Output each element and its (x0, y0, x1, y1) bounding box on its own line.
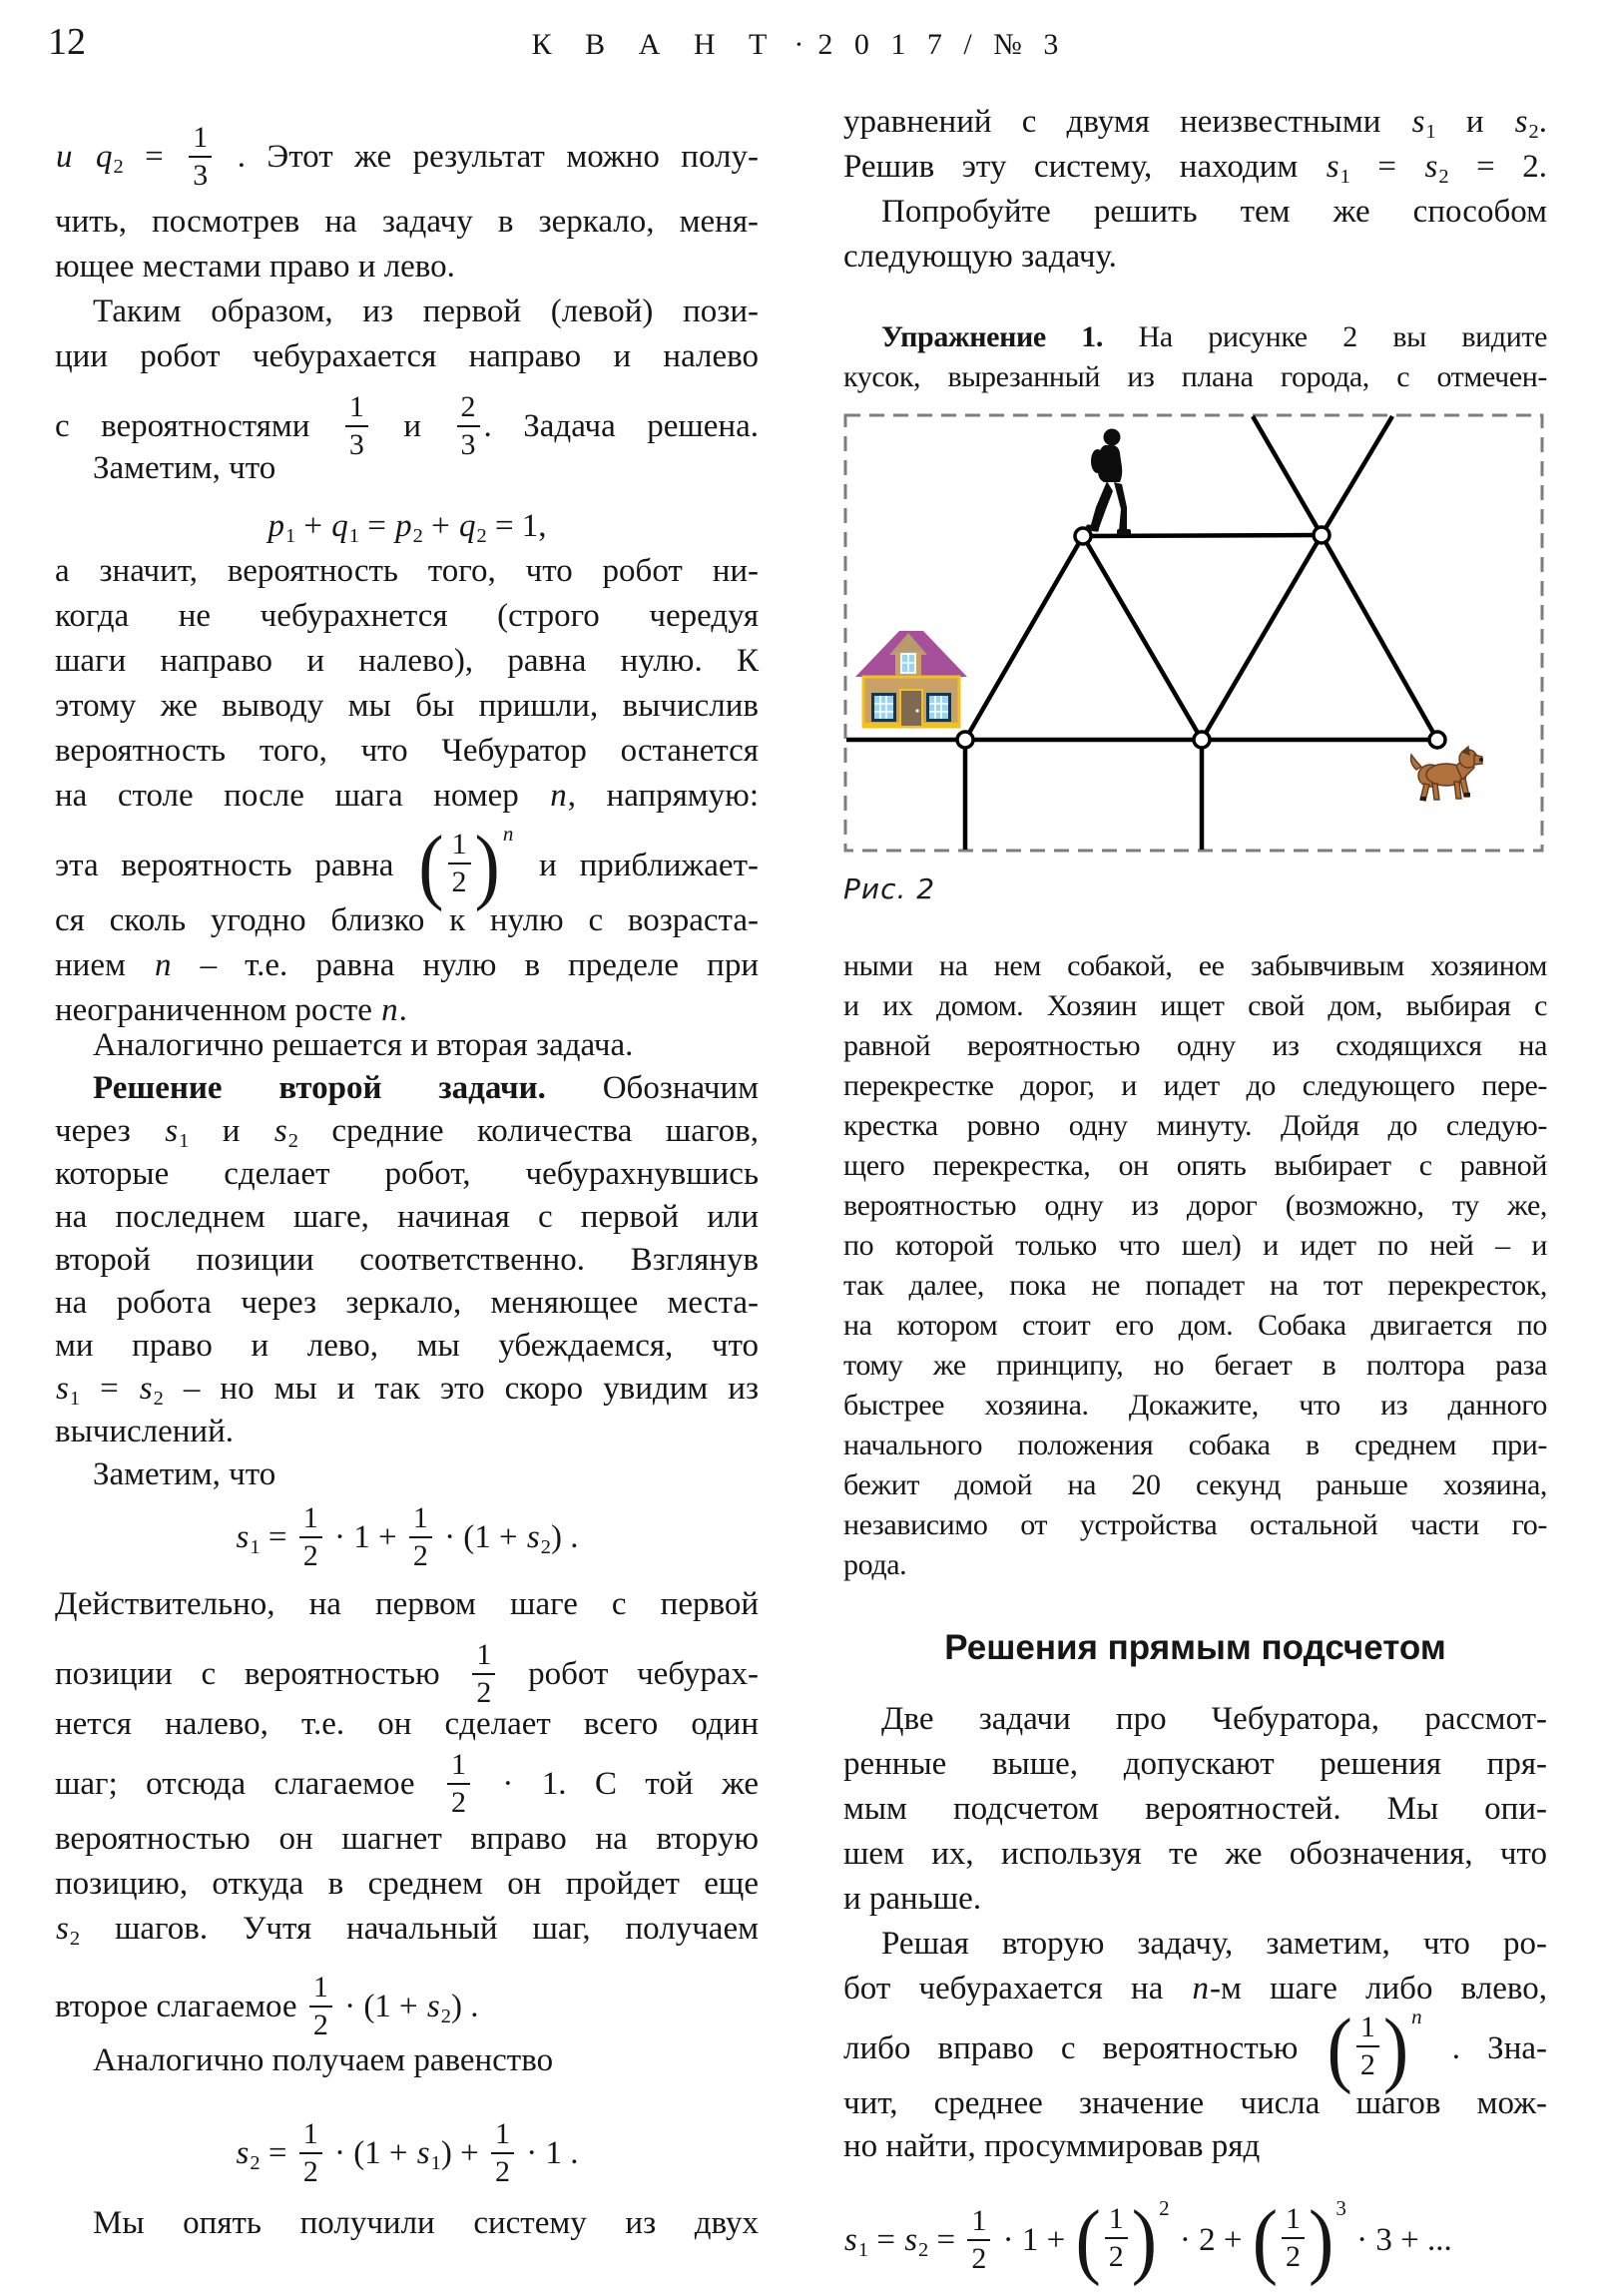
dog-icon (1411, 747, 1483, 801)
city-plan-figure (843, 413, 1544, 853)
text-line: Две задачи про Чебуратора, рассмот- (881, 1701, 1547, 1737)
page-number: 12 (48, 21, 86, 63)
text-line: шаг; отсюда слагаемое $\frac{1}{2}$ · 1. С той же (55, 1748, 759, 1819)
text-line: ми право и лево, мы убеждаемся, что (55, 1328, 759, 1364)
text-line: независимо от устройства остальной части го- (843, 1508, 1547, 1541)
text-line: вероятность того, что Чебуратор останется (55, 733, 759, 769)
intersection-node (1194, 732, 1210, 748)
road (1322, 535, 1437, 740)
text-line: ся сколь угодно близко к нулю с возраста- (55, 902, 759, 938)
text-line: равной вероятностью одну из сходящихся на (843, 1029, 1547, 1062)
text-line: бежит домой на 20 секунд раньше хозяина, (843, 1468, 1547, 1501)
text-line: на последнем шаге, начиная с первой или (55, 1199, 759, 1235)
text-line: шаги направо и налево), равна нулю. К (55, 643, 759, 679)
text-line: $s_1 = s_2$ – но мы и так это скоро увидим из (56, 1371, 759, 1411)
left-column (55, 0, 759, 2296)
text-line: и их домом. Хозяин ищет свой дом, выбирая с (843, 989, 1547, 1022)
formula-line: $s_2$ = $\frac{1}{2}$ · $(1 + s_1)$ + $\frac{1}{2}$ · 1 . (236, 2117, 579, 2188)
text-line: крестка ровно одну минуту. Дойдя до следую- (843, 1109, 1547, 1142)
text-line: вероятностью одну из дорог (возможно, ту же, (843, 1189, 1547, 1222)
text-line: тому же принципу, но бегает в полтора раза (843, 1349, 1547, 1382)
text-line: либо вправо с вероятностью ( 1 2 ) n . Зна- (843, 2002, 1547, 2096)
text-line: Аналогично получаем равенство (93, 2042, 554, 2078)
text-line: на котором стоит его дом. Собака двигается по (843, 1309, 1547, 1342)
text-line: по которой только что шел) и идет по ней – и (843, 1229, 1547, 1262)
text-line: нется налево, т.е. он сделает всего один (55, 1706, 759, 1742)
text-line: Упражнение 1. На рисунке 2 вы видите (881, 320, 1547, 353)
text-line: но найти, просуммировав ряд (843, 2128, 1261, 2164)
text-line: Заметим, что (93, 1456, 276, 1492)
text-line: через $s_1$ и $s_2$ средние количества шагов, (55, 1113, 759, 1153)
text-line: следующую задачу. (843, 239, 1117, 275)
text-line: а значит, вероятность того, что робот ни- (55, 553, 759, 589)
text-line: Решая вторую задачу, заметим, что ро- (881, 1926, 1547, 1962)
house-illustration (855, 631, 967, 728)
header-separator: · (794, 28, 804, 61)
text-line: ными на нем собакой, ее забывчивым хозяином (843, 949, 1547, 982)
text-line: Решение второй задачи. Обозначим (93, 1070, 759, 1106)
text-line: неограниченном росте n. (55, 992, 407, 1028)
text-line: эта вероятность равна ( 1 2 ) n и приближает- (55, 819, 759, 913)
text-line: Аналогично решается и вторая задача. (93, 1027, 634, 1063)
issue-label: 2 0 1 7 / № 3 (817, 28, 1066, 61)
text-line: бот чебурахается на n-м шаге либо влево, (843, 1971, 1547, 2007)
text-line: мым подсчетом вероятностей. Мы опи- (843, 1791, 1547, 1827)
text-line: которые сделает робот, чебурахнувшись (55, 1156, 759, 1192)
text-line: вероятностью он шагнет вправо на вторую (55, 1821, 759, 1857)
text-line: позиции с вероятностью $\frac{1}{2}$ робот чебурах- (55, 1638, 759, 1709)
text-line: Действительно, на первом шаге с первой (55, 1586, 759, 1622)
text-line: второй позиции соответственно. Взглянув (55, 1242, 759, 1278)
text-line: Заметим, что (93, 450, 276, 486)
walker-icon (1086, 429, 1131, 536)
intersection-node (1429, 732, 1445, 748)
text-line: вычислений. (55, 1414, 235, 1449)
road (1083, 536, 1202, 740)
text-line: Решив эту систему, находим $s_1 = s_2 = 2$. (843, 149, 1547, 189)
text-line: так далее, пока не попадет на тот перекресток, (843, 1269, 1547, 1302)
text-line: Таким образом, из первой (левой) пози- (93, 293, 759, 329)
section-heading: Решения прямым подсчетом (944, 1628, 1446, 1667)
text-line: ции робот чебурахается направо и налево (55, 338, 759, 374)
text-line: с вероятностями $\frac{1}{3}$ и $\frac{2}{3}$ . Задача решена. (55, 390, 759, 461)
formula-line: $s_1$ = $\frac{1}{2}$ · 1 + $\frac{1}{2}$ · $(1 + s_2)$ . (236, 1501, 579, 1572)
road (965, 536, 1083, 740)
text-line: Мы опять получили систему из двух (93, 2205, 759, 2241)
text-line: шем их, используя те же обозначения, что (843, 1836, 1547, 1872)
intersection-node (957, 732, 973, 748)
text-line: этому же выводу мы бы пришли, вычислив (55, 688, 759, 724)
text-line: Попробуйте решить тем же способом (881, 194, 1547, 230)
text-line: когда не чебурахнется (строго чередуя (55, 598, 759, 634)
text-line: ющее местами право и лево. (55, 249, 455, 285)
text-line: позицию, откуда в среднем он пройдет еще (55, 1866, 759, 1902)
road (1322, 416, 1392, 535)
text-line: чить, посмотрев на задачу в зеркало, меня- (55, 204, 759, 240)
text-line: второе слагаемое $\frac{1}{2}$ · $(1 + s_2)$ . (55, 1971, 479, 2041)
text-line: рода. (843, 1548, 907, 1581)
text-line: перекрестке дорог, и идет до следующего пере- (843, 1069, 1547, 1102)
formula-line: $p_1 + q_1 = p_2 + q_2 = 1$, (267, 508, 547, 548)
figure (843, 413, 1544, 853)
road (1202, 535, 1322, 740)
text-line: щего перекрестка, он опять выбирает с равной (843, 1149, 1547, 1182)
text-line: уравнений с двумя неизвестными $s_1$ и $s_2$. (843, 104, 1547, 144)
road (1083, 535, 1322, 536)
text-line: ренные выше, допускают решения пря- (843, 1746, 1547, 1782)
road (1253, 416, 1322, 535)
right-column (843, 0, 1547, 2296)
journal-title: К В А Н Т (531, 28, 781, 61)
formula-line: $s_1 = s_2$ = $\frac{1}{2}$ · 1 + ( 1 2 ) 2 · 2 + ( 1 2 ) 3 · 3 + ... (844, 2193, 1452, 2288)
text-line: на столе после шага номер n, напрямую: (55, 778, 759, 814)
roads (846, 416, 1437, 850)
intersections (957, 527, 1445, 748)
text-line: чит, среднее значение числа шагов мож- (843, 2085, 1547, 2121)
text-line: нием n – т.е. равна нулю в пределе при (55, 947, 759, 983)
text-line: начального положения собака в среднем при- (843, 1429, 1547, 1461)
text-line: и $q_2$ = $\frac{1}{3}$ . Этот же результат можно полу- (56, 121, 759, 192)
text-line: на робота через зеркало, меняющее места- (55, 1285, 759, 1321)
text-line: быстрее хозяина. Докажите, что из данного (843, 1389, 1547, 1422)
text-line: кусок, вырезанный из плана города, с отмечен- (843, 360, 1547, 393)
text-line: $s_2$ шагов. Учтя начальный шаг, получаем (56, 1911, 759, 1951)
text-line: и раньше. (843, 1881, 982, 1917)
intersection-node (1314, 527, 1330, 543)
figure-caption: Рис. 2 (843, 872, 936, 905)
